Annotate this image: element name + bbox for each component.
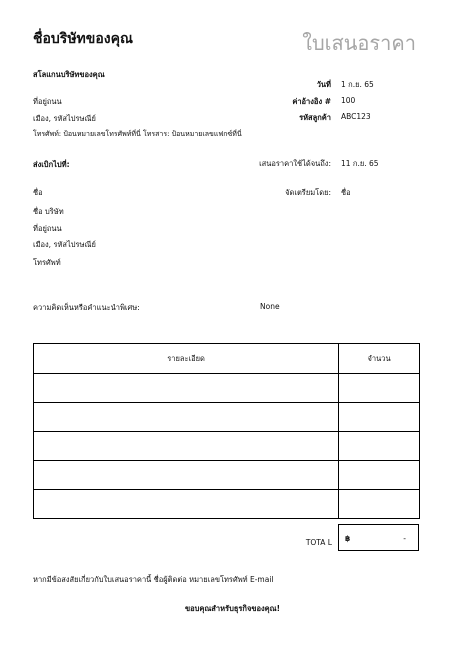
footer-note: หากมีข้อสงสัยเกี่ยวกับใบเสนอราคานี้ ชื่อผู้ติดต่อ หมายเลขโทรศัพท์ E-mail — [33, 575, 274, 584]
valid-until-value: 11 ก.ย. 65 — [341, 159, 379, 168]
date-value: 1 ก.ย. 65 — [341, 80, 374, 89]
table-row — [34, 461, 420, 490]
comments-label: ความคิดเห็นหรือคำแนะนำพิเศษ: — [33, 303, 140, 312]
cell-description[interactable] — [34, 432, 339, 461]
currency-symbol: ฿ — [345, 534, 351, 543]
cell-quantity[interactable] — [339, 461, 420, 490]
bill-to-heading: ส่งเบิกไปที่: — [33, 160, 70, 169]
reference-value: 100 — [341, 96, 356, 105]
bill-to-company: ชื่อ บริษัท — [33, 207, 64, 216]
customer-id-value: ABC123 — [341, 112, 371, 121]
bill-to-phone: โทรศัพท์ — [33, 258, 61, 267]
comments-value: None — [260, 302, 280, 311]
cell-quantity[interactable] — [339, 490, 420, 519]
footer-thanks: ขอบคุณสำหรับธุรกิจของคุณ! — [184, 604, 281, 613]
company-name: ชื่อบริษัทของคุณ — [33, 31, 133, 47]
prepared-by-value: ชื่อ — [341, 188, 351, 197]
customer-id-label: รหัสลูกค้า — [299, 113, 331, 122]
cell-description[interactable] — [34, 461, 339, 490]
total-value: - — [403, 534, 406, 543]
document-title: ใบเสนอราคา — [302, 31, 416, 55]
items-table-header — [34, 344, 420, 374]
company-slogan: สโลแกนบริษัทของคุณ — [33, 70, 105, 79]
cell-quantity[interactable] — [339, 374, 420, 403]
items-table — [33, 343, 420, 519]
cell-quantity[interactable] — [339, 403, 420, 432]
table-row — [34, 403, 420, 432]
total-box — [338, 524, 419, 551]
table-row — [34, 432, 420, 461]
cell-description[interactable] — [34, 374, 339, 403]
valid-until-label: เสนอราคาใช้ได้จนถึง: — [259, 159, 331, 168]
reference-label: ค่าอ้างอิง # — [292, 97, 331, 106]
prepared-by-label: จัดเตรียมโดย: — [285, 188, 331, 197]
column-header-description: รายละเอียด — [34, 344, 339, 374]
column-header-quantity: จำนวน — [339, 344, 420, 374]
company-city-zip: เมือง, รหัสไปรษณีย์ — [33, 114, 96, 123]
cell-quantity[interactable] — [339, 432, 420, 461]
table-row — [34, 490, 420, 519]
bill-to-name: ชื่อ — [33, 188, 43, 197]
total-label: TOTA L — [305, 538, 332, 547]
cell-description[interactable] — [34, 490, 339, 519]
bill-to-address: ที่อยู่ถนน — [33, 224, 62, 233]
company-contact: โทรศัพท์: ป้อนหมายเลขโทรศัพท์ที่นี่ โทรสาร: ป้อนหมายเลขแฟกซ์ที่นี่ — [33, 130, 242, 138]
table-row — [34, 374, 420, 403]
bill-to-city-zip: เมือง, รหัสไปรษณีย์ — [33, 240, 96, 249]
company-address: ที่อยู่ถนน — [33, 97, 62, 106]
date-label: วันที่ — [316, 80, 331, 89]
cell-description[interactable] — [34, 403, 339, 432]
